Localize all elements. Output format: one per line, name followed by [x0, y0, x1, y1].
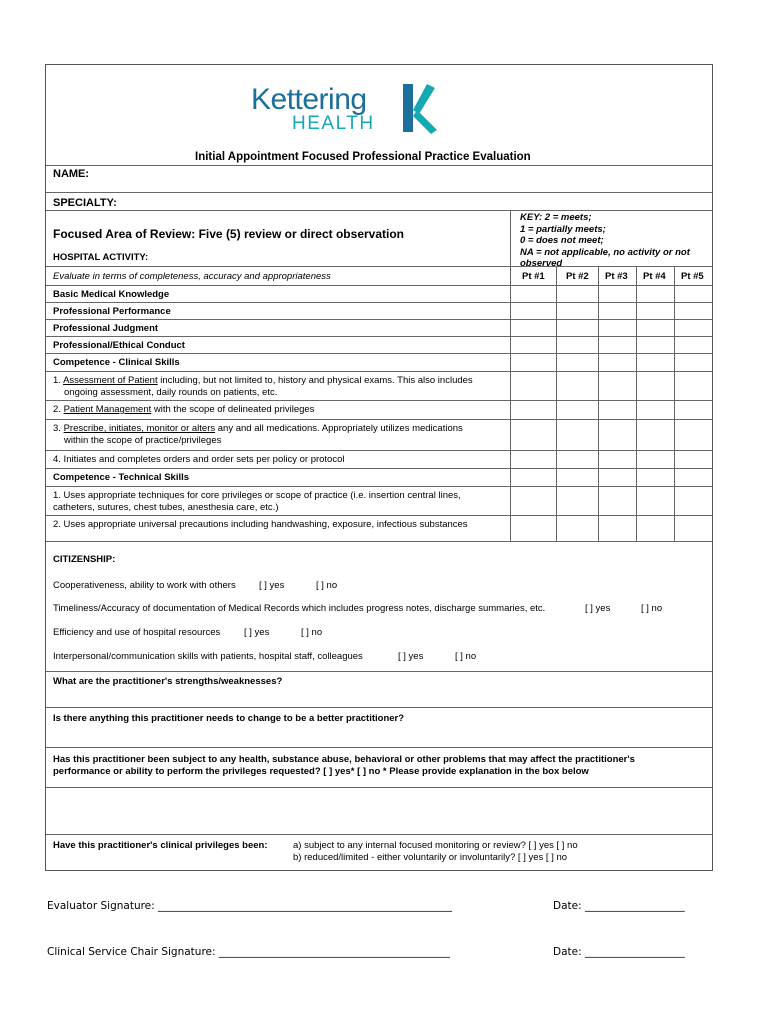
- citizenship-efficiency: Efficiency and use of hospital resources: [53, 627, 221, 638]
- privileges-reduced: b) reduced/limited - either voluntarily or involuntarily? [ ] yes [ ] no: [293, 852, 568, 863]
- row-technical-skills-heading: Competence - Technical Skills: [53, 472, 190, 483]
- col-pt2: Pt #2: [566, 271, 589, 282]
- name-label: NAME:: [53, 168, 90, 180]
- logo-health: HEALTH: [292, 113, 375, 134]
- page-title: Initial Appointment Focused Professional Practice Evaluation: [195, 151, 531, 163]
- focus-label: Focused Area of Review: Five (5) review or direct observation: [53, 227, 404, 241]
- row-prescribe-cont: within the scope of practice/privileges: [64, 435, 222, 446]
- cooperativeness-no-checkbox[interactable]: [ ] no: [316, 580, 338, 591]
- timeliness-yes-checkbox[interactable]: [ ] yes: [585, 603, 611, 614]
- row-assessment: 1. Assessment of Patient including, but not limited to, history and physical exams. This also includes: [53, 375, 473, 386]
- chair-signature-line[interactable]: Clinical Service Chair Signature: ____________________________________________: [47, 946, 450, 958]
- evaluate-note: Evaluate in terms of completeness, accuracy and appropriateness: [53, 271, 331, 282]
- question-strengths: What are the practitioner's strengths/weaknesses?: [53, 676, 283, 687]
- citizenship-cooperativeness: Cooperativeness, ability to work with others: [53, 580, 236, 591]
- row-orders: 4. Initiates and completes orders and order sets per policy or protocol: [53, 454, 345, 465]
- question-change: Is there anything this practitioner needs to change to be a better practitioner?: [53, 713, 405, 724]
- kettering-logo-icon: [397, 80, 441, 136]
- row-professional-judgment: Professional Judgment: [53, 323, 159, 334]
- communication-no-checkbox[interactable]: [ ] no: [455, 651, 477, 662]
- privileges-label: Have this practitioner's clinical privileges been:: [53, 840, 268, 851]
- row-clinical-skills-heading: Competence - Clinical Skills: [53, 357, 180, 368]
- privileges-monitoring: a) subject to any internal focused monitoring or review? [ ] yes [ ] no: [293, 840, 578, 851]
- citizenship-heading: CITIZENSHIP:: [53, 554, 116, 565]
- evaluator-signature-line[interactable]: Evaluator Signature: ________________________________________________________: [47, 900, 453, 912]
- question-health-cont: performance or ability to perform the privileges requested? [ ] yes* [ ] no * Please provide explanation in the box below: [53, 766, 589, 777]
- citizenship-communication: Interpersonal/communication skills with patients, hospital staff, colleagues: [53, 651, 363, 662]
- row-prescribe: 3. Prescribe, initiates, monitor or alters any and all medications. Appropriately utilizes medications: [53, 423, 463, 434]
- row-techniques: 1. Uses appropriate techniques for core privileges or scope of practice (i.e. insertion central lines,: [53, 490, 461, 501]
- citizenship-timeliness: Timeliness/Accuracy of documentation of Medical Records which includes progress notes, discharge summaries, etc.: [53, 603, 546, 614]
- col-pt3: Pt #3: [605, 271, 628, 282]
- row-precautions: 2. Uses appropriate universal precautions including handwashing, exposure, infectious substances: [53, 519, 468, 530]
- cooperativeness-yes-checkbox[interactable]: [ ] yes: [259, 580, 285, 591]
- col-pt1: Pt #1: [522, 271, 545, 282]
- logo-wordmark: Kettering: [251, 83, 367, 116]
- col-pt4: Pt #4: [643, 271, 666, 282]
- rating-key: KEY: 2 = meets; 1 = partially meets; 0 = does not meet; NA = not applicable, no activity or not observed: [520, 212, 690, 269]
- question-health: Has this practitioner been subject to any health, substance abuse, behavioral or other problems that may affect the practitioner's: [53, 754, 635, 765]
- row-assessment-cont: ongoing assessment, daily rounds on patients, etc.: [64, 387, 278, 398]
- communication-yes-checkbox[interactable]: [ ] yes: [398, 651, 424, 662]
- row-patient-management: 2. Patient Management with the scope of delineated privileges: [53, 404, 315, 415]
- specialty-label: SPECIALTY:: [53, 197, 117, 209]
- evaluator-date-line[interactable]: Date: ___________________: [553, 900, 685, 912]
- efficiency-no-checkbox[interactable]: [ ] no: [301, 627, 323, 638]
- row-medical-knowledge: Basic Medical Knowledge: [53, 289, 170, 300]
- col-pt5: Pt #5: [681, 271, 704, 282]
- timeliness-no-checkbox[interactable]: [ ] no: [641, 603, 663, 614]
- chair-date-line[interactable]: Date: ___________________: [553, 946, 685, 958]
- row-professional-performance: Professional Performance: [53, 306, 171, 317]
- efficiency-yes-checkbox[interactable]: [ ] yes: [244, 627, 270, 638]
- hospital-activity-label: HOSPITAL ACTIVITY:: [53, 252, 149, 263]
- row-techniques-cont: catheters, sutures, chest tubes, anesthesia care, etc.): [53, 502, 279, 513]
- row-ethical-conduct: Professional/Ethical Conduct: [53, 340, 185, 351]
